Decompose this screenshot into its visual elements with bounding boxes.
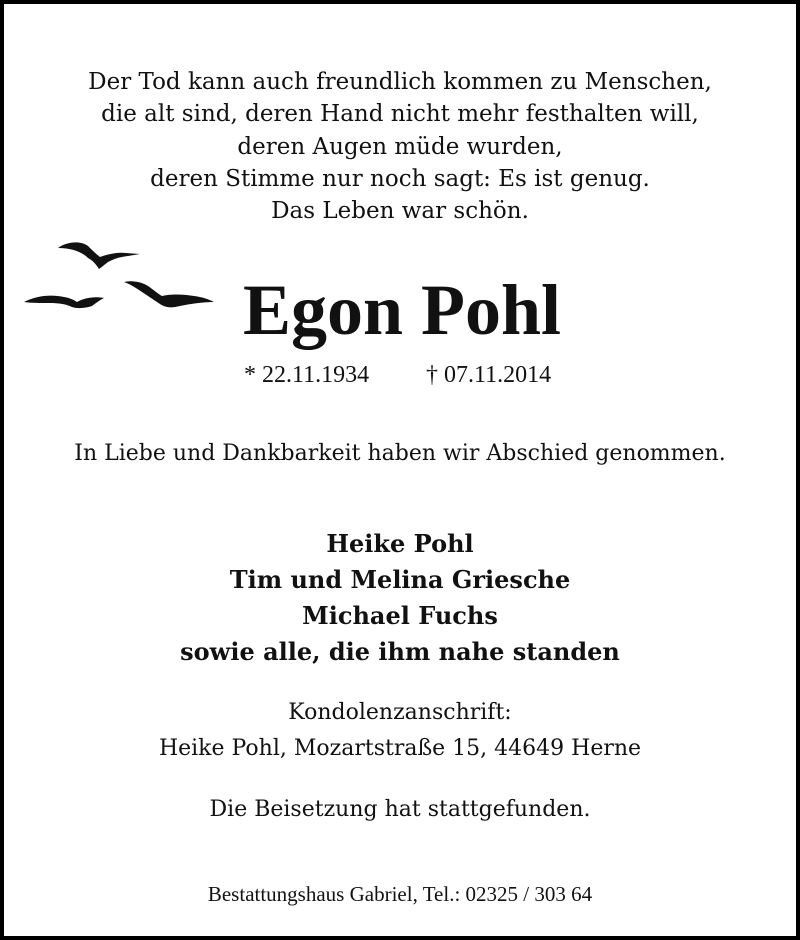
mourner-2: Tim und Melina Griesche xyxy=(229,565,571,594)
burial-note: Die Beisetzung hat stattgefunden. xyxy=(209,797,591,822)
poem-line-1: Der Tod kann auch freundlich kommen zu Menschen, xyxy=(88,69,712,95)
poem-line-4: deren Stimme nur noch sagt: Es ist genug. xyxy=(150,166,650,192)
mourner-3: Michael Fuchs xyxy=(302,601,498,630)
poem-line-5: Das Leben war schön. xyxy=(271,198,529,224)
poem-line-3: deren Augen müde wurden, xyxy=(237,134,563,160)
condolence-address: Heike Pohl, Mozartstraße 15, 44649 Herne xyxy=(158,736,642,761)
birth-date: * 22.11.1934 xyxy=(244,362,370,388)
deceased-name: Egon Pohl xyxy=(242,270,562,350)
farewell-text: In Liebe und Dankbarkeit haben wir Abschied genommen. xyxy=(74,441,726,466)
funeral-home: Bestattungshaus Gabriel, Tel.: 02325 / 303 64 xyxy=(207,882,593,906)
mourner-4: sowie alle, die ihm nahe standen xyxy=(180,637,620,666)
poem-line-2: die alt sind, deren Hand nicht mehr festhalten will, xyxy=(101,101,699,127)
condolence-label: Kondolenzanschrift: xyxy=(288,700,512,725)
mourner-1: Heike Pohl xyxy=(326,529,474,558)
death-date: † 07.11.2014 xyxy=(426,362,552,388)
